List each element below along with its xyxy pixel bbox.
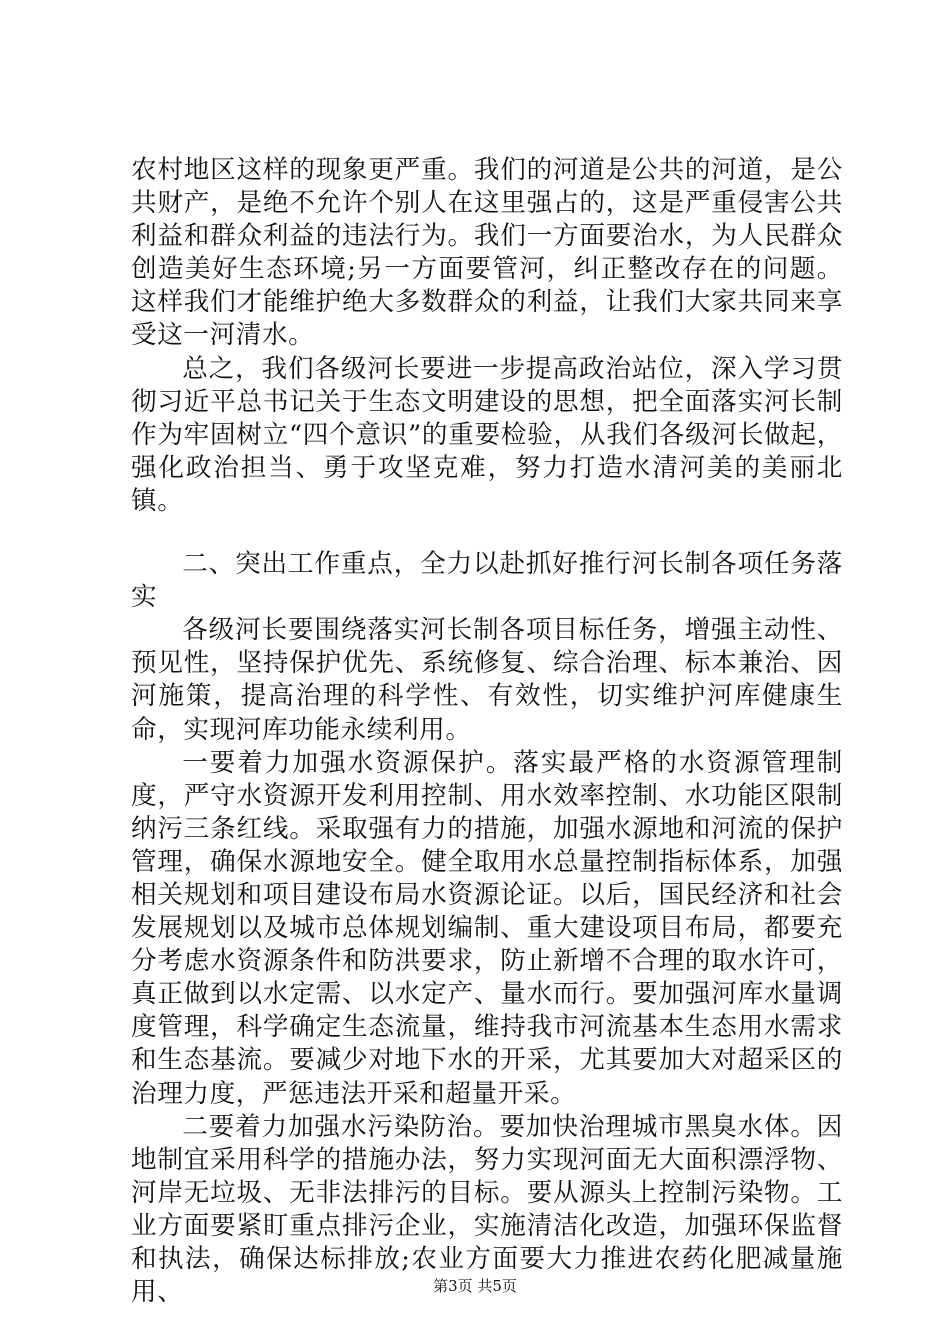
paragraph-water-pollution: 二要着力加强水污染防治。要加快治理城市黑臭水体。因地制宜采用科学的措施办法，努力实现河面无大面积漂浮物、河岸无垃圾、无非法排污的目标。要从源头上控制污染物。工业方面要紧盯重点排污企业，实施清洁化改造，加强环保监督和执法，确保达标排放;农业方面要大力推进农药化肥减量施用、 bbox=[131, 1111, 843, 1308]
section-heading: 二、突出工作重点，全力以赴抓好推行河长制各项任务落实 bbox=[131, 549, 843, 613]
paragraph-water-resources: 一要着力加强水资源保护。落实最严格的水资源管理制度，严守水资源开发利用控制、用水效率控制、水功能区限制纳污三条红线。采取强有力的措施，加强水源地和河流的保护管理，确保水源地安全。健全取用水总量控制指标体系，加强相关规划和项目建设布局水资源论证。以后，国民经济和社会发展规划以及城市总体规划编制、重大建设项目布局，都要充分考虑水资源条件和防洪要求，防止新增不合理的取水许可，真正做到以水定需、以水定产、量水而行。要加强河库水量调度管理，科学确定生态流量，维持我市河流基本生态用水需求和生态基流。要减少对地下水的开采，尤其要加大对超采区的治理力度，严惩违法开采和超量开采。 bbox=[131, 747, 843, 1109]
paragraph-tasks-intro: 各级河长要围绕落实河长制各项目标任务，增强主动性、预见性，坚持保护优先、系统修复、综合治理、标本兼治、因河施策，提高治理的科学性、有效性，切实维护河库健康生命，实现河库功能永续利用。 bbox=[131, 615, 843, 745]
paragraph-continuation: 农村地区这样的现象更严重。我们的河道是公共的河道，是公共财产，是绝不允许个别人在这里强占的，这是严重侵害公共利益和群众利益的违法行为。我们一方面要治水，为人民群众创造美好生态环境;另一方面要管河，纠正整改存在的问题。这样我们才能维护绝大多数群众的利益，让我们大家共同来享受这一河清水。 bbox=[131, 155, 843, 351]
paragraph-spacer bbox=[131, 518, 843, 548]
page-number: 第3页 共5页 bbox=[433, 1277, 517, 1295]
paragraph-summary: 总之，我们各级河长要进一步提高政治站位，深入学习贯彻习近平总书记关于生态文明建设的思想，把全面落实河长制作为牢固树立“四个意识”的重要检验，从我们各级河长做起，强化政治担当、勇于攻坚克难，努力打造水清河美的美丽北镇。 bbox=[131, 353, 843, 516]
document-body bbox=[131, 154, 843, 1309]
